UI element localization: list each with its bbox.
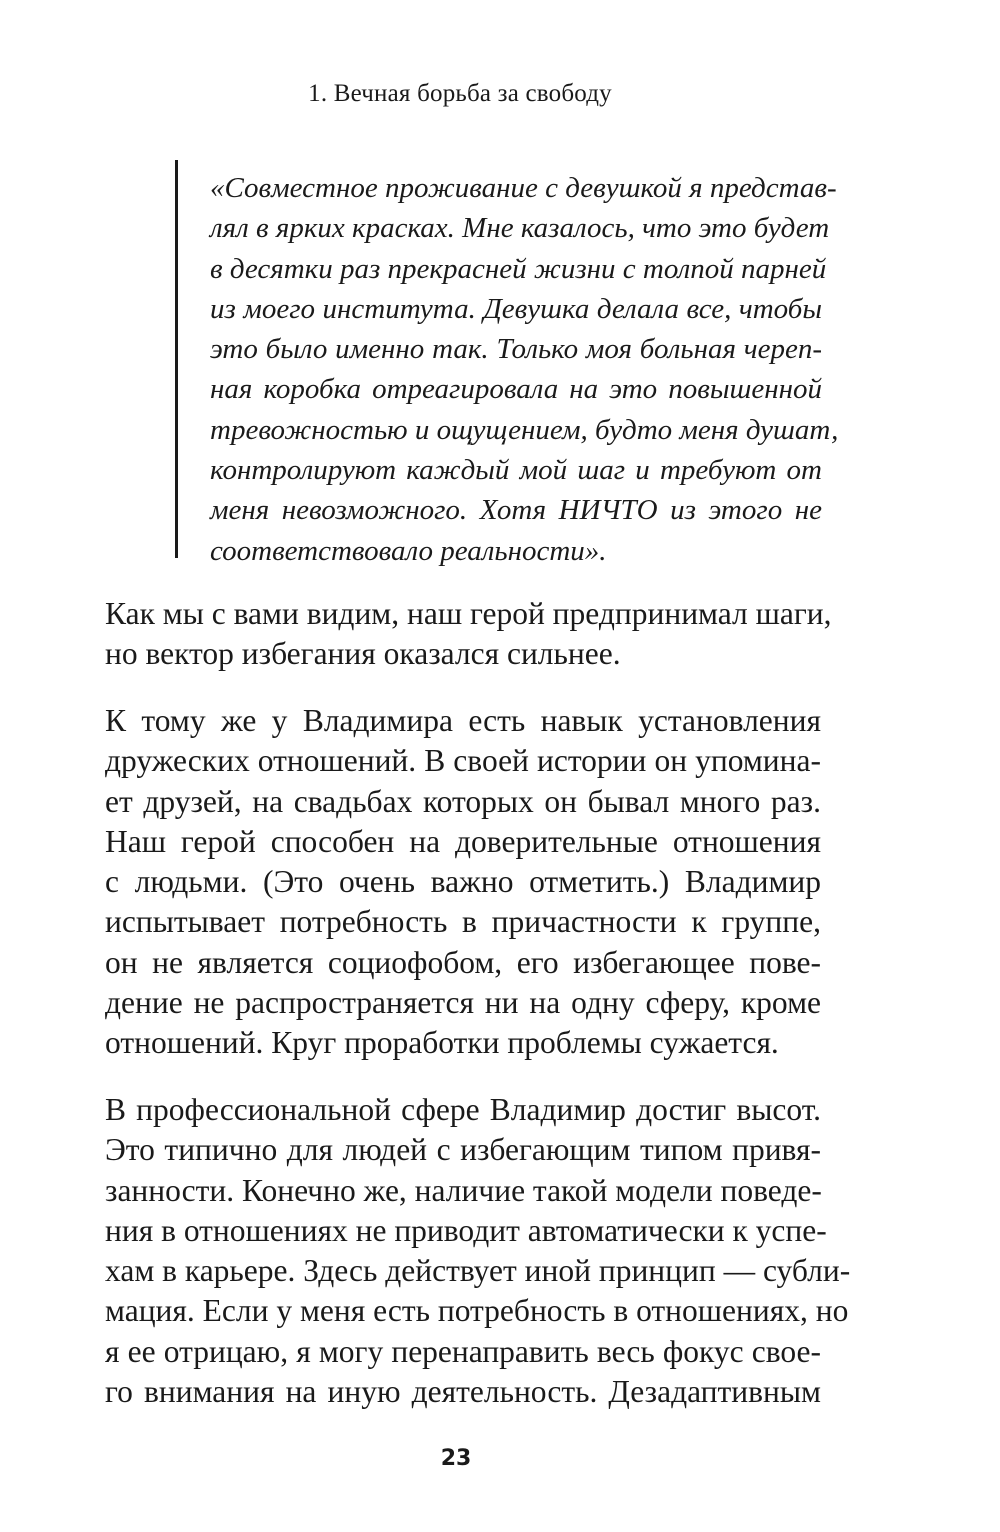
paragraph-line: дение не распространяется ни на одну сферу, кроме xyxy=(105,985,821,1021)
running-header: 1. Вечная борьба за свободу xyxy=(308,80,612,107)
body-paragraph xyxy=(105,701,821,1064)
body-paragraph xyxy=(105,594,832,675)
quote-line: это было именно так. Только моя больная череп- xyxy=(210,333,822,366)
quote-line: «Совместное проживание с девушкой я представ- xyxy=(210,172,837,204)
paragraph-line: занности. Конечно же, наличие такой модели поведе- xyxy=(105,1172,822,1208)
paragraph-line: ния в отношениях не приводит автоматически к успе- xyxy=(105,1212,827,1248)
quote-line: ная коробка отреагировала на это повышенной xyxy=(210,373,822,406)
paragraph-line: мация. Если у меня есть потребность в отношениях, но xyxy=(105,1293,849,1329)
quote-line: тревожностью и ощущением, будто меня душат, xyxy=(210,413,839,446)
quote-line: контролируют каждый мой шаг и требуют от xyxy=(210,454,822,487)
quote-line: лял в ярких красках. Мне казалось, что это будет xyxy=(210,212,830,245)
paragraph-line: испытывает потребность в причастности к группе, xyxy=(105,904,821,940)
paragraph-line: он не является социофобом, его избегающее пове- xyxy=(105,944,821,980)
paragraph-line: отношений. Круг проработки проблемы сужается. xyxy=(105,1025,779,1061)
paragraph-line: Наш герой способен на доверительные отношения xyxy=(105,823,821,859)
block-quote xyxy=(210,168,839,571)
page-number: 23 xyxy=(440,1446,472,1471)
body-paragraph xyxy=(105,1090,851,1412)
quote-line: в десятки раз прекрасней жизни с толпой парней xyxy=(210,252,827,285)
paragraph-line: Это типично для людей с избегающим типом привя- xyxy=(105,1132,821,1168)
paragraph-line: с людьми. (Это очень важно отметить.) Владимир xyxy=(105,864,821,900)
paragraph-line: но вектор избегания оказался сильнее. xyxy=(105,636,621,672)
paragraph-line: хам в карьере. Здесь действует иной принцип — субли- xyxy=(105,1253,851,1289)
paragraph-line: К тому же у Владимира есть навык установления xyxy=(105,703,821,738)
paragraph-line: го внимания на иную деятельность. Дезадаптивным xyxy=(105,1374,821,1410)
quote-rule xyxy=(175,160,178,558)
paragraph-line: я ее отрицаю, я могу перенаправить весь фокус свое- xyxy=(105,1333,821,1369)
paragraph-line: В профессиональной сфере Владимир достиг высот. xyxy=(105,1092,821,1127)
quote-line: из моего института. Девушка делала все, чтобы xyxy=(210,292,822,325)
paragraph-line: Как мы с вами видим, наш герой предпринимал шаги, xyxy=(105,596,832,631)
quote-line: меня невозможного. Хотя НИЧТО из этого не xyxy=(210,494,822,527)
quote-line: соответствовало реальности». xyxy=(210,534,607,567)
paragraph-line: ет друзей, на свадьбах которых он бывал много раз. xyxy=(105,783,821,819)
paragraph-line: дружеских отношений. В своей истории он упомина- xyxy=(105,743,821,779)
